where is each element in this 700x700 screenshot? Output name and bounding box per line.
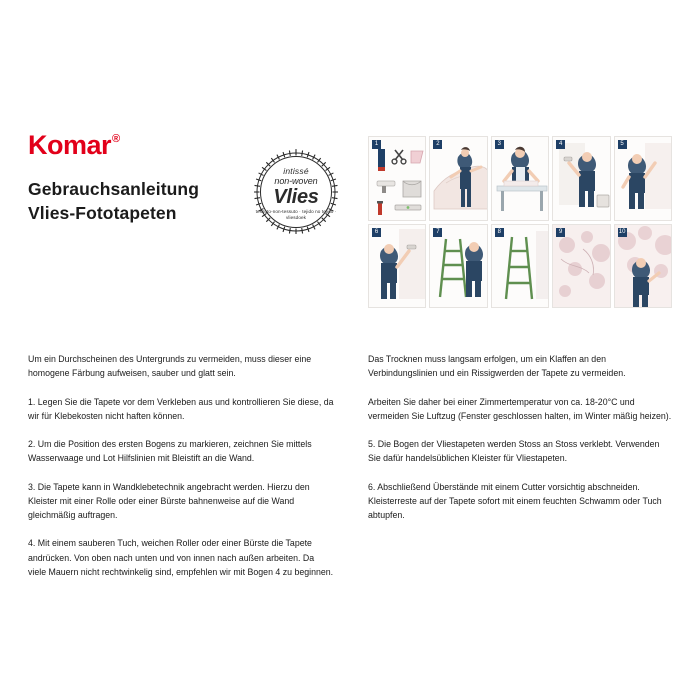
paragraph-drying: Das Trocknen muss langsam erfolgen, um ein Klaffen an den Verbindungslinien und ein Rissigwerden der Tapete zu vermeiden. bbox=[368, 354, 626, 379]
seal-line-3: Vlies bbox=[273, 186, 319, 208]
illustration-step-6 bbox=[368, 224, 426, 309]
step-number-badge: 2 bbox=[433, 140, 442, 149]
step-number-badge: 10 bbox=[618, 228, 626, 235]
illustration-step-10 bbox=[614, 224, 672, 309]
paragraph-temperature: Arbeiten Sie daher bei einer Zimmertemperatur von ca. 18-20°C und vermeiden Sie Luftzug (Fenster geschlossen halten, im Winter mäßig heizen). bbox=[368, 396, 672, 421]
seal-line-2: non-woven bbox=[274, 176, 318, 186]
measuring-on-table-icon bbox=[492, 137, 549, 221]
brand-name: Komar bbox=[28, 130, 112, 160]
illustration-step-5 bbox=[614, 136, 672, 221]
illustration-step-1 bbox=[368, 136, 426, 221]
instructions-column-left bbox=[28, 352, 334, 579]
paragraph-step-3: 3. Die Tapete kann in Wandklebetechnik angebracht werden. Hierzu den Kleister mit einer Rolle oder einer Bürste bahnenweise auf die Wand gleichmäßig auftragen. bbox=[28, 481, 310, 520]
paragraph-step-2: 2. Um die Position des ersten Bogens zu markieren, zeichnen Sie mittels Wasserwaage und Lot Hilfslinien mit Bleistift an die Wand. bbox=[28, 439, 312, 464]
illustration-step-8 bbox=[491, 224, 549, 309]
illustration-step-2 bbox=[429, 136, 487, 221]
applying-paste-to-wall-icon bbox=[553, 137, 610, 221]
trimming-overhang-icon bbox=[553, 225, 610, 309]
pressing-sheet-on-ladder-icon bbox=[430, 225, 487, 309]
vlies-seal-text bbox=[248, 144, 344, 240]
finished-wall-mural-icon bbox=[615, 225, 672, 309]
step-number-badge: 4 bbox=[556, 140, 565, 149]
illustration-step-9 bbox=[552, 224, 610, 309]
butt-joining-sheets-icon bbox=[492, 225, 549, 309]
step-number-badge: 7 bbox=[433, 228, 442, 237]
hanging-first-sheet-icon bbox=[615, 137, 672, 221]
instructions-column-right bbox=[368, 352, 674, 522]
illustration-step-3 bbox=[491, 136, 549, 221]
tools-overview-icon bbox=[369, 137, 426, 221]
page-title-line-2: Vlies-Fototapeten bbox=[28, 202, 177, 223]
seal-line-4: tessuto-non-tessuto · tejido no tejido · vliesdoek bbox=[255, 209, 337, 221]
step-number-badge: 6 bbox=[372, 228, 381, 237]
step-number-badge: 1 bbox=[372, 140, 381, 149]
brand-and-title bbox=[28, 132, 268, 225]
page-title bbox=[28, 178, 268, 225]
registered-trademark-icon: ® bbox=[112, 133, 120, 145]
smoothing-with-roller-icon bbox=[369, 225, 426, 309]
document-header bbox=[0, 118, 700, 308]
step-number-badge: 8 bbox=[495, 228, 504, 237]
paragraph-step-6: 6. Abschließend Überstände mit einem Cutter vorsichtig abschneiden. Kleisterreste auf der Tapete sofort mit einem feuchten Schwamm oder Tuch abtupfen. bbox=[368, 481, 662, 520]
illustration-step-7 bbox=[429, 224, 487, 309]
paragraph-step-5: 5. Die Bogen der Vliestapeten werden Stoss an Stoss verklebt. Verwenden Sie dafür handelsüblichen Kleister für Vliestapeten. bbox=[368, 439, 660, 464]
paragraph-step-4: 4. Mit einem sauberen Tuch, weichen Roller oder einer Bürste die Tapete andrücken. Von oben nach unten und von innen nach außen arbeiten. Da viele Mauern nicht rechtwinkelig sind, empfehlen wir mit Bogen 4 zu beginnen. bbox=[28, 538, 334, 577]
paragraph-step-1: 1. Legen Sie die Tapete vor dem Verkleben aus und kontrollieren Sie diese, da wir für Klebekosten nicht haften können. bbox=[28, 396, 334, 421]
step-number-badge: 9 bbox=[556, 228, 565, 237]
unrolling-wallpaper-icon bbox=[430, 137, 487, 221]
step-number-badge: 5 bbox=[618, 140, 627, 149]
illustration-grid bbox=[368, 136, 672, 308]
paragraph-intro: Um ein Durchscheinen des Untergrunds zu vermeiden, muss dieser eine homogene Färbung aufweisen, sauber und glatt sein. bbox=[28, 354, 312, 379]
page-title-line-1: Gebrauchsanleitung bbox=[28, 179, 199, 199]
illustration-step-4 bbox=[552, 136, 610, 221]
seal-line-1: intissé bbox=[283, 166, 309, 176]
step-number-badge: 3 bbox=[495, 140, 504, 149]
komar-logo bbox=[28, 132, 119, 159]
vlies-seal-badge bbox=[248, 144, 344, 240]
